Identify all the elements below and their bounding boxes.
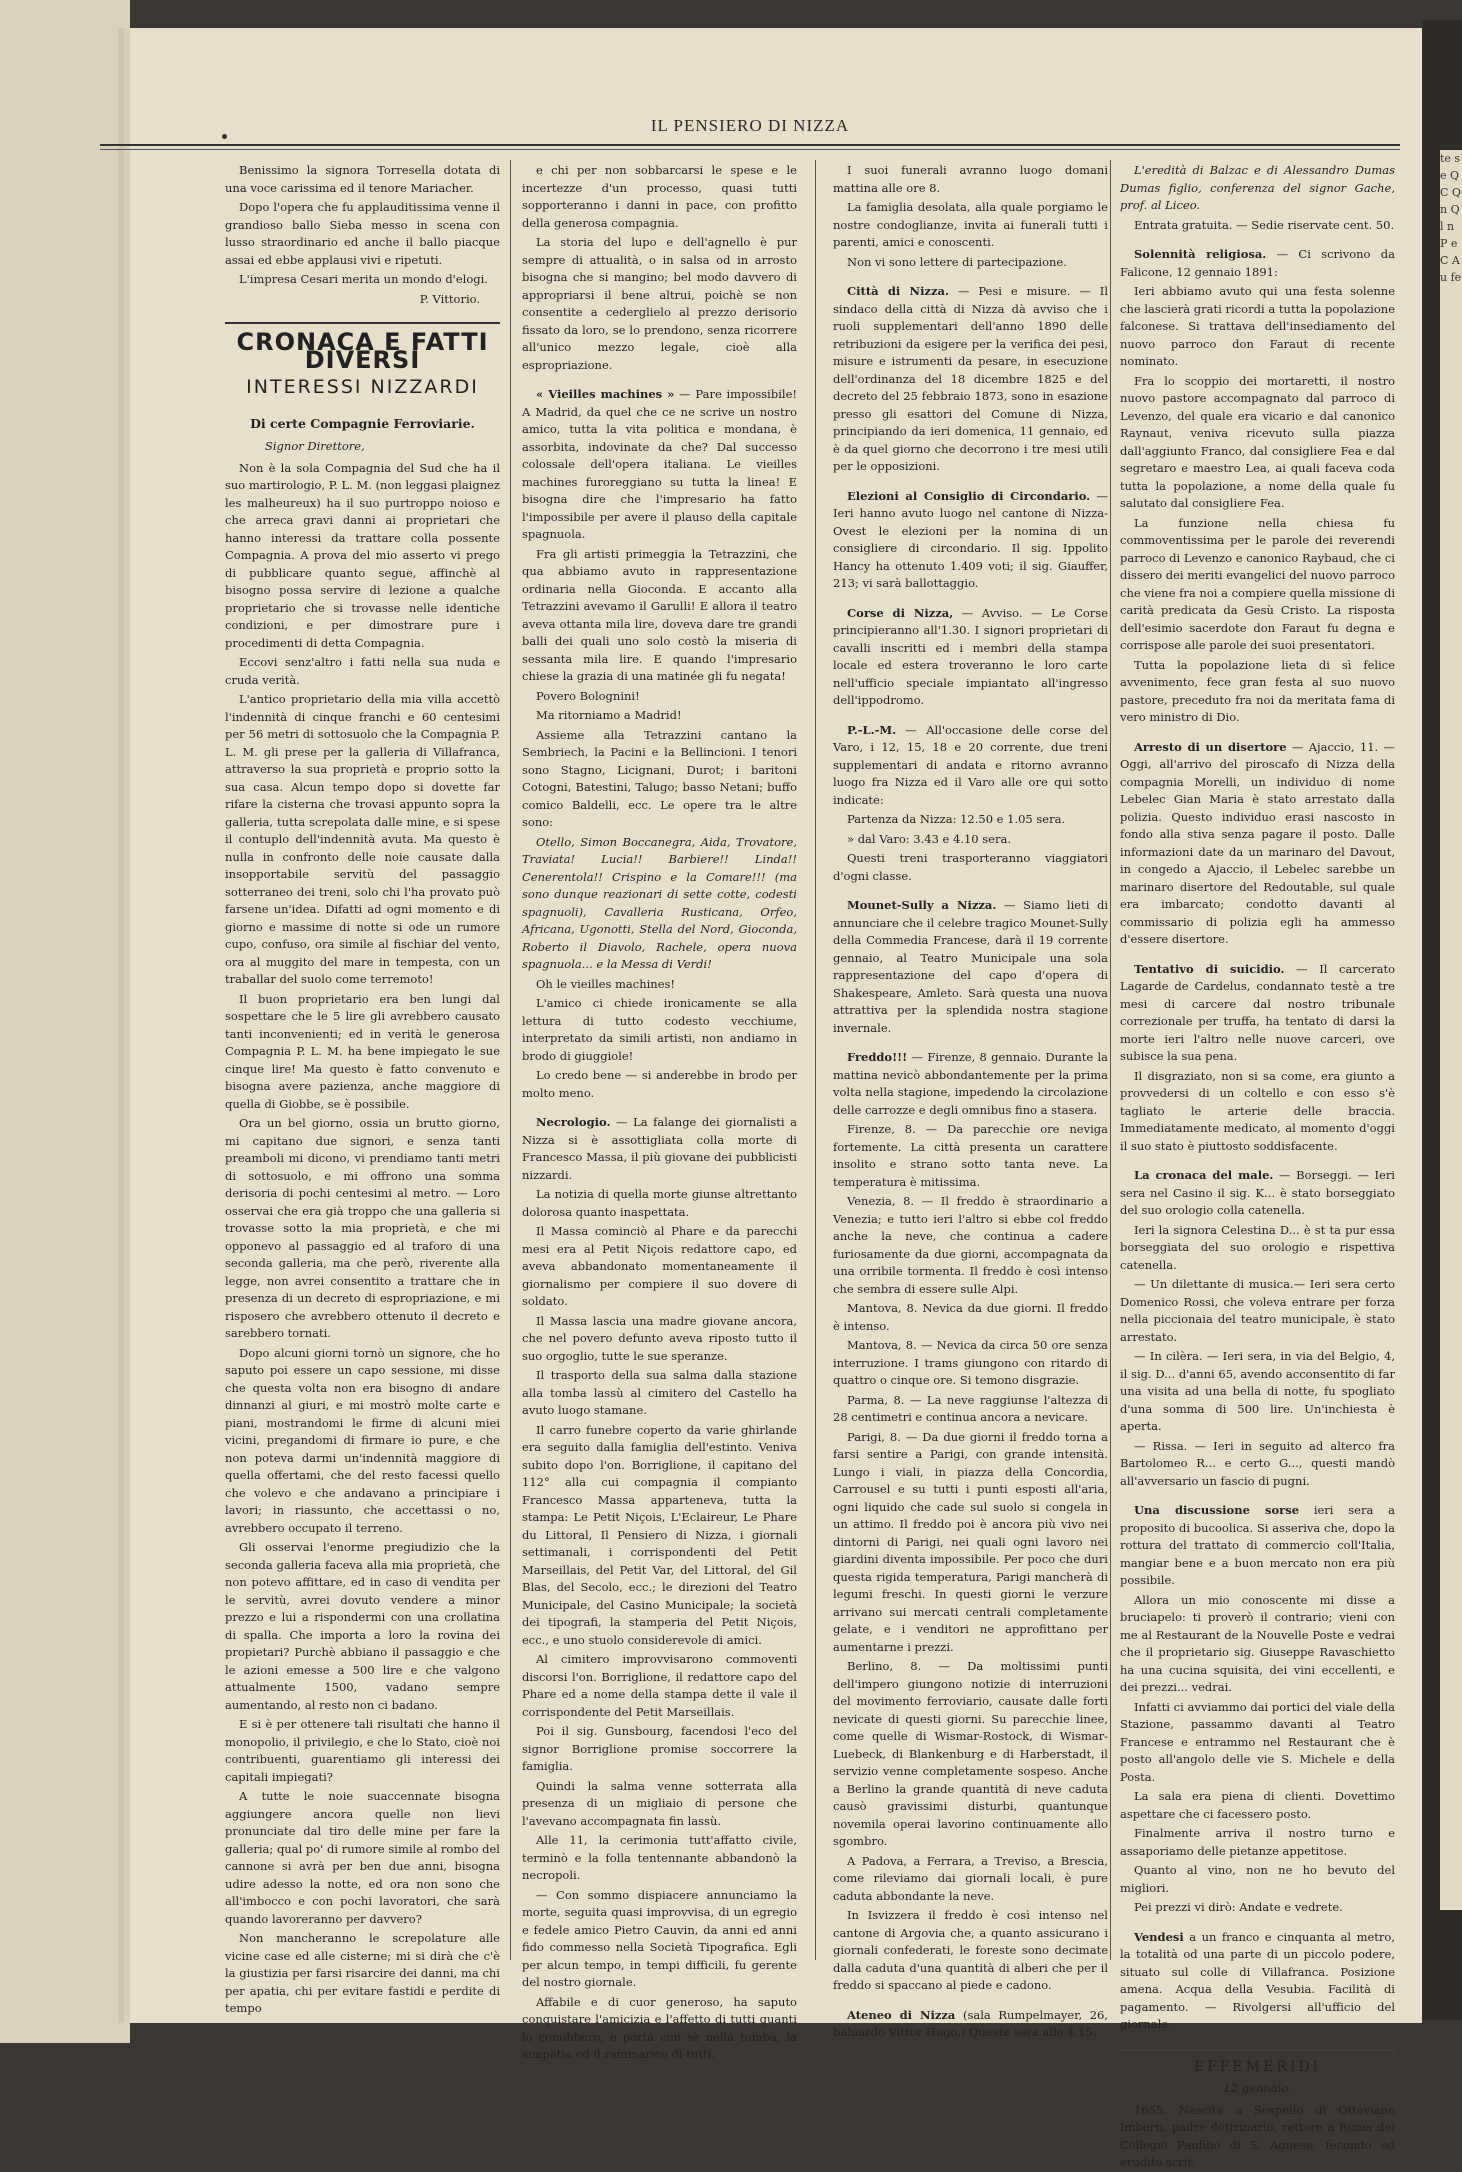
train-times: » dal Varo: 3.43 e 4.10 sera. — [847, 831, 1011, 846]
paragraph: L'eredità di Balzac e di Alessandro Dumas Dumas figlio, conferenza del signor Gache, prof. al Liceo. — [1120, 163, 1395, 212]
paragraph: Quanto al vino, non ne ho bevuto del migliori. — [1120, 1863, 1395, 1895]
paragraph: Benissimo la signora Torresella dotata di una voce carissima ed il tenore Mariacher. — [225, 163, 500, 195]
paragraph: Parma, 8. — La neve raggiunse l'altezza di 28 centimetri e continua ancora a nevicare. — [833, 1392, 1108, 1424]
article-title: Di certe Compagnie Ferroviarie. — [250, 415, 475, 431]
paragraph: — Rissa. — Ieri in seguito ad alterco fra Bartolomeo R... e certo G..., questi mandò all'avversario un fascio di pugni. — [1120, 1438, 1395, 1488]
article-vendesi: Vendesi a un franco e cinquanta al metro, la totalità od una parte di un piccolo podere, situato sul colle di Villafranca. Posizione amena. Acqua della Vesubia. Facilità di pagamento. — Rivolgersi all'ufficio del giornale. — [1120, 1929, 1396, 2031]
paragraph: Oh le vieilles machines! — [536, 976, 676, 991]
next-page-sliver: te s e Q C Q n Q l n P e C A u fe — [1440, 150, 1462, 1910]
article-heading: La cronaca del male. — [1134, 1168, 1274, 1182]
article-solennita: Solennità religiosa. — Ci scrivono da Falicone, 12 gennaio 1891: — [1120, 247, 1395, 279]
paragraph: Affabile e di cuor generoso, ha saputo conquistare l'amicizia e l'affetto di tutti quanti lo conobbero, e porta con sè nella tomba, la simpatia ed il rammarico di tutti. — [522, 1994, 797, 2061]
article-heading: Solennità religiosa. — [1134, 247, 1267, 261]
paragraph: La sala era piena di clienti. Dovettimo aspettare che ci facessero posto. — [1120, 1789, 1395, 1821]
salutation: Signor Direttore, — [265, 439, 365, 453]
paragraph: Ieri abbiamo avuto qui una festa solenne che lascierà grati ricordi a tutta la popolazione falconese. Si trattava dell'insediamento del nuovo parroco don Faraut di recente nominato. — [1120, 284, 1395, 368]
paragraph: La notizia di quella morte giunse altrettanto dolorosa quanto inaspettata. — [522, 1187, 797, 1219]
column-1 — [225, 162, 500, 2015]
column-divider — [510, 160, 511, 1960]
article-heading: Arresto di un disertore — [1134, 739, 1287, 754]
header-dot — [222, 134, 227, 139]
paragraph: Dopo l'opera che fu applauditissima venne il grandioso ballo Sieba messo in scena con lusso straordinario ed anche il ballo piacque assai ed ebbe applausi vivi e ripetuti. — [225, 200, 500, 267]
article-freddo: Freddo!!! — Firenze, 8 gennaio. Durante la mattina nevicò abbondantemente per la prima volta nella stagione, impedendo la circolazione delle carrozze e degli omnibus fino a stasera. — [833, 1050, 1108, 1117]
article-heading: Una discussione sorse — [1134, 1503, 1300, 1517]
paragraph: I suoi funerali avranno luogo domani mattina alle ore 8. — [833, 163, 1108, 195]
paragraph: L'impresa Cesari merita un mondo d'elogi. — [239, 272, 488, 286]
section-title: CRONACA E FATTI DIVERSI — [225, 322, 500, 369]
paragraph: Pei prezzi vi dirò: Andate e vedrete. — [1134, 1900, 1343, 1914]
article-discussione: Una discussione sorse ieri sera a proposito di bucoolica. Si asseriva che, dopo la rottura del trattato di commercio coll'Italia, mangiar bene e a buon mercato non era più possibile. — [1120, 1503, 1395, 1587]
paragraph: — Con sommo dispiacere annunciamo la morte, seguita quasi improvvisa, di un egregio e fedele amico Pietro Cauvin, da anni ed anni fido commesso nella Società Tipografica. Egli per alcun tempo, in tempi difficili, fu gerente del nostro giornale. — [522, 1887, 797, 1989]
paragraph: In Isvizzera il freddo è così intenso nel cantone di Argovia che, a quanto assicurano i giornali confederati, le foreste sono decimate dalla caduta d'una quantità di alberi che per il freddo si spaccano al piede e cadono. — [833, 1908, 1108, 1992]
paragraph: Questi treni trasporteranno viaggiatori d'ogni classe. — [833, 851, 1108, 883]
paragraph: Dopo alcuni giorni tornò un signore, che ho saputo poi essere un capo sessione, mi disse che questa volta non era bisogno di andare dinnanzi al giuri, e mi mostrò molte carte e piani, mostrandomi le firme di alcuni miei vicini, pregandomi di firmare io pure, e che non poteva darmi un'indennità maggiore di quella offertami, che del resto facessi quello che volevo e che andavano a principiare i lavori; in riassunto, che accettassi o no, avrebbero occupato il terreno. — [225, 1345, 500, 1535]
page-header — [100, 112, 1400, 142]
paragraph: Fra lo scoppio dei mortaretti, il nostro nuovo pastore accompagnato dal parroco di Levenzo, del quale era vicario e dal canonico Raynaut, veniva ricevuto sulla piazza dall'aggiunto Franco, dal consigliere Fea e dal segretaro e maestro Lea, ai quali faceva coda tutta la popolazione, a nome della quale fu salutato dal consigliere Fea. — [1120, 373, 1395, 510]
article-heading: P.-L.-M. — [847, 722, 897, 737]
article-vieilles-machines: « Vieilles machines » — Pare impossibile! A Madrid, da quel che ce ne scrive un nostro amico, tutta la vita politica e mondana, è assorbita, indovinate da che? Dal successo colossale dell'opera italiana. Le vieilles machines furoreggiano su tutta la linea! E bisogna dire che l'impresario ha fatto l'impossibile per avere il plauso della capitale spagnuola. — [522, 387, 797, 541]
paragraph: Mantova, 8. — Nevica da circa 50 ore senza interruzione. I trams giungono con ritardo di quattro o cinque ore. Si temono disgrazie. — [833, 1338, 1108, 1387]
paragraph: Lo credo bene — si anderebbe in brodo per molto meno. — [522, 1068, 797, 1100]
paragraph: Venezia, 8. — Il freddo è straordinario a Venezia; e tutto ieri l'altro si ebbe col freddo anche la neve, che continua a cadere furiosamente da due giorni, accompagnata da una orribile tormenta. Il freddo è così intenso che sembra di essere sulle Alpi. — [833, 1194, 1108, 1296]
article-heading: Elezioni al Consiglio di Circondario. — [847, 488, 1091, 503]
article-heading: Città di Nizza. — [847, 284, 949, 298]
article-heading: Vendesi — [1134, 1929, 1184, 1944]
paragraph: Berlino, 8. — Da moltissimi punti dell'impero giungono notizie di interruzioni del movimento ferroviario, causate dalle forti nevicate di questi giorni. Su parecchie linee, come quelle di Wismar-Rostock, di Wismar-Luebeck, di Blankenburg e di Harberstadt, il servizio venne completamente sospeso. Anche a Berlino la grande quantità di neve caduta causò gravissimi disturbi, quantunque novemila operai lavorino continuamente allo sgombro. — [833, 1659, 1108, 1848]
article-heading: Corse di Nizza, — [847, 605, 954, 620]
paragraph: L'amico ci chiede ironicamente se alla lettura di tutto codesto vecchiume, interpretato da simili artisti, non andiamo in brodo di giuggiole! — [522, 996, 797, 1063]
column-2 — [522, 162, 797, 2061]
page-left-edge — [0, 0, 130, 2043]
paragraph: Assieme alla Tetrazzini cantano la Sembriech, la Pacini e la Bellincioni. I tenori sono Stagno, Licignani, Durot; i baritoni Cotogni, Batestini, Talugo; basso Netani; buffo comico Baldelli, ecc. Le opere tra le altre sono: — [522, 727, 797, 829]
article-citta-di-nizza: Città di Nizza. — Pesi e misure. — Il sindaco della città di Nizza dà avviso che i ruoli supplementari dell'anno 1890 delle retribuzioni da esigere per la verifica dei pesi, misure e istrumenti da pesare, in esecuzione dell'ordinanza del 18 dicembre 1825 e del decreto del 25 febbraio 1873, sono in esazione presso gli esattori del Comune di Nizza, principiando da ieri domenica, 11 gennaio, ed è da quel giorno che decorrono i tre mesi utili per le opposizioni. — [833, 284, 1108, 473]
article-heading: Tentativo di suicidio. — [1134, 961, 1285, 976]
article-elezioni: Elezioni al Consiglio di Circondario. — Ieri hanno avuto luogo nel cantone di Nizza-Ovest le elezioni per la nomina di un consigliere di circondario. Il sig. Ippolito Hancy ha ottenuto 1.409 voti; il sig. Giauffer, 213; vi sarà ballottaggio. — [833, 488, 1108, 590]
paragraph: Il carro funebre coperto da varie ghirlande era seguito dalla famiglia dell'estinto. Veniva subito dopo l'on. Borriglione, il capitano del 112° alla cui compagnia il compianto Francesco Massa apparteneva, tutta la stampa: Le Petit Niçois, L'Eclaireur, Le Phare du Littoral, Il Pensiero di Nizza, i giornali settimanali, i corrispondenti del Petit Marseillais, del Petit Var, del Littoral, del Gil Blas, del Secolo, ecc.; le direzioni del Teatro Municipale, del Casino Municipale; la società dei tipografi, la stamperia del Petit Niçois, ecc., e uno stuolo considerevole di amici. — [522, 1422, 797, 1647]
paragraph: Gli osservai l'enorme pregiudizio che la seconda galleria faceva alla mia proprietà, che non potevo affittare, ed in caso di vendita per le servitù, avrei dovuto vendere a minor prezzo e lui a rispondermi con una crollatina di spalla. Che importa a loro la rovina dei propietari? Purchè abbiano il passaggio e che le azioni emesse a 500 lire e che valgono attualmente 1500, vadano sempre aumentando, al resto non ci badano. — [225, 1540, 500, 1712]
newspaper-title: IL PENSIERO DI NIZZA — [650, 116, 850, 135]
paragraph: Infatti ci avviammo dai portici del viale della Stazione, passammo davanti al Teatro Francese e entrammo nel Restaurant che è posto all'angolo delle vie S. Michele e della Posta. — [1120, 1699, 1395, 1784]
subsection-title: INTERESSI NIZZARDI — [246, 376, 479, 398]
effemeridi-date: 12 gennaio. — [1223, 2081, 1292, 2095]
paragraph: Il Massa cominciò al Phare e da parecchi mesi era al Petit Niçois redattore capo, ed aveva abbandonato momentaneamente il giornalismo per compiere il suo dovere di soldato. — [522, 1224, 797, 1308]
paragraph: Il Massa lascia una madre giovane ancora, che nel povero defunto aveva riposto tutto il suo orgoglio, tutte le sue speranze. — [522, 1313, 797, 1363]
article-ateneo: Ateneo di Nizza (sala Rumpelmayer, 26, baluardo Vittor Hugo.) Questa sera alle 4,15: — [833, 2007, 1108, 2039]
paragraph: Fra gli artisti primeggia la Tetrazzini, che qua abbiamo avuto in rappresentazione ordinaria nella Gioconda. E accanto alla Tetrazzini avevamo il Garulli! E allora il teatro aveva ottanta mila lire, doveva dare tre grandi balli dei quali uno solo costò la miseria di sessanta mila lire. E quando l'impresario chiese la grazia di una matinée gli fu negata! — [522, 546, 797, 683]
article-corse: Corse di Nizza, — Avviso. — Le Corse principieranno all'1.30. I signori proprietari di cavalli inscritti ed i membri della stampa locale ed estera troveranno le loro carte nell'ufficio speciale impiantato all'ingresso dell'ippodromo. — [833, 605, 1108, 707]
paragraph: e chi per non sobbarcarsi le spese e le incertezze d'un processo, quasi tutti sopporteranno i danni in pace, con profitto della generosa compagnia. — [522, 163, 797, 230]
article-heading: Freddo!!! — [847, 1050, 908, 1064]
article-mounet-sully: Mounet-Sully a Nizza. — Siamo lieti di annunciare che il celebre tragico Mounet-Sully della Commedia Francese, darà il 19 corrente gennaio, al Teatro Municipale una sola rappresentazione del capo d'opera di Shakespeare, Amleto. Sarà questa una nuova attrattiva per la splendida nostra stagione invernale. — [833, 898, 1109, 1035]
column-3 — [833, 162, 1109, 2039]
article-heading: Mounet-Sully a Nizza. — [847, 898, 997, 912]
article-necrologio: Necrologio. — La falange dei giornalisti a Nizza si è assottigliata colla morte di Francesco Massa, il più giovane dei pubblicisti nizzardi. — [522, 1115, 797, 1182]
paragraph: Al cimitero improvvisarono commoventi discorsi l'on. Borriglione, il redattore capo del Phare ed a nome della stampa dette il vale il corrispondente del Petit Marseillais. — [522, 1652, 797, 1719]
paragraph: La funzione nella chiesa fu commoventissima per le parole dei reverendi parroco di Levenzo e canonico Raybaud, che ci dissero dei meriti evangelici del nuovo parroco che viene fra noi a compiere quella missione di carità predicata da Gesù Cristo. La risposta dell'esimio sacerdote don Faraut fu degna e corrispose alle parole dei suoi presentatori. — [1120, 515, 1396, 652]
paragraph: Ma ritorniamo a Madrid! — [536, 708, 682, 722]
article-heading: « Vieilles machines » — [536, 387, 675, 401]
paragraph: Ora un bel giorno, ossia un brutto giorno, mi capitano due signori, e senza tanti preamboli mi dicono, vi prendiamo tanti metri di sottosuolo, e mi offrono una somma derisoria di pochi centesimi al metro. — Loro osservai che era già troppo che una galleria si trovasse sotto la mia proprietà, e che mi opponevo al passaggio ed al traforo di una seconda galleria, ma che però, riverente alla legge, non avrei consentito a trattare che in presenza di un decreto di espropriazione, e mi risposero che avrebbero ottenuto il decreto e sarebbero tornati. — [225, 1116, 500, 1340]
paragraph: La famiglia desolata, alla quale porgiamo le nostre condoglianze, invita ai funerali tutti i parenti, amici e conoscenti. — [833, 200, 1108, 249]
paragraph: Quindi la salma venne sotterrata alla presenza di un migliaio di persone che l'avevano accompagnata fin lassù. — [522, 1778, 797, 1828]
effemeridi-title: EFFEMERIDI — [1120, 2050, 1395, 2077]
article-tentativo: Tentativo di suicidio. — Il carcerato Lagarde de Cardelus, condannato testè a tre mesi di carcere dal nostro tribunale correzionale per truffa, ha tentato di darsi la morte ieri l'altro nelle nuove carceri, ove subisce la sua pena. — [1120, 961, 1395, 1063]
column-divider — [815, 160, 816, 1960]
paragraph: Eccovi senz'altro i fatti nella sua nuda e cruda verità. — [225, 655, 500, 687]
paragraph: L'antico proprietario della mia villa accettò l'indennità di cinque franchi e 60 centesimi per 56 metri di sottosuolo che la Compagnia P. L. M. gli prese per la galleria di Villafranca, attraverso la sua proprietà e proprio sotto la sua casa. Alcun tempo dopo si dovette far rifare la cisterna che trovasi appunto sopra la galleria, tutta screpolata dalle mine, e si spese il contuplo dell'indennità avuta. Ma questo è nulla in confronto delle noie causate dalla insopportabile servitù del passaggio sotterraneo dei treni, solo chi l'ha provato può farsene un'idea. Difatti ad ogni momento e di giorno e massime di notte si ode un rumore cupo, confuso, ora simile al fischiar del vento, ora al muggito del mare in tempesta, con un traballar del suolo come terremoto! — [225, 692, 500, 986]
article-heading: Necrologio. — [536, 1115, 611, 1129]
paragraph: Non è la sola Compagnia del Sud che ha il suo martirologio, P. L. M. (non leggasi plaignez les malheureux) ha il suo purtroppo noioso e che arreca gravi danni ai proprietari che hanno interessi da trattare colla possente Compagnia. A prova del mio asserto vi prego di pubblicare quanto segue, affinchè al bisogno possa servire di lezione a qualche proprietario che si trovasse nelle identiche condizioni, e per dimostrare pure i procedimenti di detta Compagnia. — [225, 460, 500, 650]
paragraph: 1655. Nascita a Sospello di Ottaviano Imberti, padre dottrinario, rettore a Roma del Collegio Panfilio di S. Agnese, fecondo ed erudito scrit- — [1120, 2102, 1395, 2169]
paragraph: Alle 11, la cerimonia tutt'affatto civile, terminò e la folla tentennante abbandonò la necropoli. — [522, 1833, 797, 1882]
header-rule — [100, 144, 1400, 146]
paragraph: Finalmente arriva il nostro turno e assaporiamo delle pietanze appetitose. — [1120, 1826, 1395, 1858]
article-plm: P.-L.-M. — All'occasione delle corse del Varo, i 12, 15, 18 e 20 corrente, due treni supplementari di andata e ritorno avranno luogo fra Nizza ed il Varo alle ore qui sotto indicate: — [833, 722, 1108, 807]
paragraph: Il trasporto della sua salma dalla stazione alla tomba lassù al cimitero del Castello ha avuto luogo stamane. — [522, 1368, 797, 1417]
header-rule-thin — [100, 149, 1400, 150]
paragraph: Non vi sono lettere di partecipazione. — [847, 254, 1067, 269]
article-cronaca-del-male: La cronaca del male. — Borseggi. — Ieri sera nel Casino il sig. K... è stato borseggiato del suo orologio colla catenella. — [1120, 1168, 1395, 1217]
train-times: Partenza da Nizza: 12.50 e 1.05 sera. — [847, 812, 1066, 826]
paragraph: Poi il sig. Gunsbourg, facendosi l'eco del signor Borriglione promise soccorrere la famiglia. — [522, 1724, 797, 1773]
paragraph: Allora un mio conoscente mi disse a bruciapelo: ti proverò il contrario; vieni con me al Restaurant de la Nouvelle Poste e vedrai che il proprietario sig. Giuseppe Ravaschietto ha una cucina squisita, dei vini eccellenti, e dei prezzi... vedrai. — [1120, 1592, 1395, 1694]
paragraph: Firenze, 8. — Da parecchie ore neviga fortemente. La città presenta un carattere insolito e strano sotto tanta neve. La temperatura è mitissima. — [833, 1122, 1108, 1189]
paragraph: Non mancheranno le screpolature alle vicine case ed alle cisterne; mi si dirà che c'è la giustizia per farsi risarcire dei danni, ma chi per apatia, chi per evitare fastidi e perdite di tempo — [225, 1931, 500, 2015]
paragraph: E si è per ottenere tali risultati che hanno il monopolio, il privilegio, e che lo Stato, cioè noi contribuenti, guarentiamo gli interessi dei capitali impiegati? — [225, 1717, 500, 1784]
column-divider — [1110, 160, 1111, 1960]
paragraph: Parigi, 8. — Da due giorni il freddo torna a farsi sentire a Parigi, con grande intensità. Lungo i viali, in piazza della Concordia, Carrousel e su tutti i punti esposti all'aria, ogni liquido che cade sul suolo si congela in un attimo. Il freddo poi è ancora più vivo nei dintorni di Parigi, nei quali ogni lavoro nei giardini diventa impossibile. Per poco che duri questa rigida temperatura, Parigi mancherà di legumi freschi. In questi giorni le verzure arrivano sui mercati centrali completamente gelate, e i venditori ne approfittano per aumentarne i prezzi. — [833, 1429, 1108, 1654]
paragraph: Ieri la signora Celestina D... è st ta pur essa borseggiata del suo orologio e rispettiva catenella. — [1120, 1222, 1395, 1272]
paragraph: — In cilèra. — Ieri sera, in via del Belgio, 4, il sig. D... d'anni 65, avendo acconsentito di far una visita ad una bella di notte, fu spogliato d'una somma di 500 lire. Un'inchiesta è aperta. — [1120, 1349, 1395, 1433]
column-4 — [1120, 162, 1396, 2169]
paragraph: Mantova, 8. Nevica da due giorni. Il freddo è intenso. — [833, 1301, 1108, 1333]
article-heading: Ateneo di Nizza — [847, 2007, 956, 2022]
paragraph: A tutte le noie suaccennate bisogna aggiungere ancora quelle non lievi pronunciate dal tiro delle mine per fare la galleria; qual po' di rumore simile al rombo del cannone si avrà per ben due anni, bisogna udire adesso la notte, ed ora non sono che all'imbocco e con pochi lavoratori, che sarà quando lavoreranno per davvero? — [225, 1789, 500, 1926]
signature: P. Vittorio. — [419, 291, 480, 306]
paragraph: Povero Bolognini! — [536, 688, 640, 703]
paragraph: Entrata gratuita. — Sedie riservate cent. 50. — [1134, 217, 1395, 232]
paragraph: — Un dilettante di musica.— Ieri sera certo Domenico Rossi, che voleva entrare per forza nella piccionaia del teatro municipale, è stato arrestato. — [1120, 1277, 1395, 1344]
paragraph: Otello, Simon Boccanegra, Aida, Trovatore, Traviata! Lucia!! Barbiere!! Linda!! Cenerentola!! Crispino e la Comare!!! (ma sono dunque reazionari di sette cotte, codesti spagnuoli), Cavalleria Rusticana, Orfeo, Africana, Ugonotti, Stella del Nord, Gioconda, Roberto il Diavolo, Rachele, opera nuova spagnuola... e la Messa di Verdi! — [522, 834, 797, 971]
paragraph: La storia del lupo e dell'agnello è pur sempre di attualità, o in salsa od in arrosto bisogna che si mangino; bel modo davvero di appropriarsi il bene altrui, poichè se non consentite a cederglielo al prezzo derisorio fissato da loro, se lo prendono, senza ricorrere all'unico mezzo legale, cioè alla espropriazione. — [522, 235, 797, 372]
paragraph: Tutta la popolazione lieta di sì felice avvenimento, fece gran festa al suo nuovo pastore, preceduto fra noi da meritata fama di vero ministro di Dio. — [1120, 657, 1395, 724]
article-arresto: Arresto di un disertore — Ajaccio, 11. — Oggi, all'arrivo del piroscafo di Nizza della compagnia Morelli, un individuo di nome Lebelec Gian Maria è stato arrestato dalla polizia. Questo individuo erasi nascosto in fondo alla stiva senza pagare il posto. Dalle informazioni date da un marinaro del Davout, in congedo a Ajaccio, il Lebelec sarebbe un marinaro disertore del Redoutable, sul quale era imbarcato; condotto davanti al commissario di polizia egli ha ammesso d'essere disertore. — [1120, 739, 1396, 946]
paragraph: A Padova, a Ferrara, a Treviso, a Brescia, come rileviamo dai giornali locali, è pure caduta abbondante la neve. — [833, 1853, 1108, 1903]
paragraph: Il disgraziato, non si sa come, era giunto a provvedersi di un coltello e con esso s'è tagliato le arterie delle braccia. Immediatamente medicato, al momento d'oggi il suo stato è piuttosto soddisfacente. — [1120, 1068, 1395, 1153]
paragraph: Il buon proprietario era ben lungi dal sospettare che le 5 lire gli avrebbero causato tanti inconvenienti; ed in verità le generosa Compagnia P. L. M. ha bene impiegato le sue cinque lire! Ma questo è fatto convenuto e bisogna avere pazienza, anche maggiore di quella di Giobbe, se è possibile. — [225, 991, 500, 1111]
